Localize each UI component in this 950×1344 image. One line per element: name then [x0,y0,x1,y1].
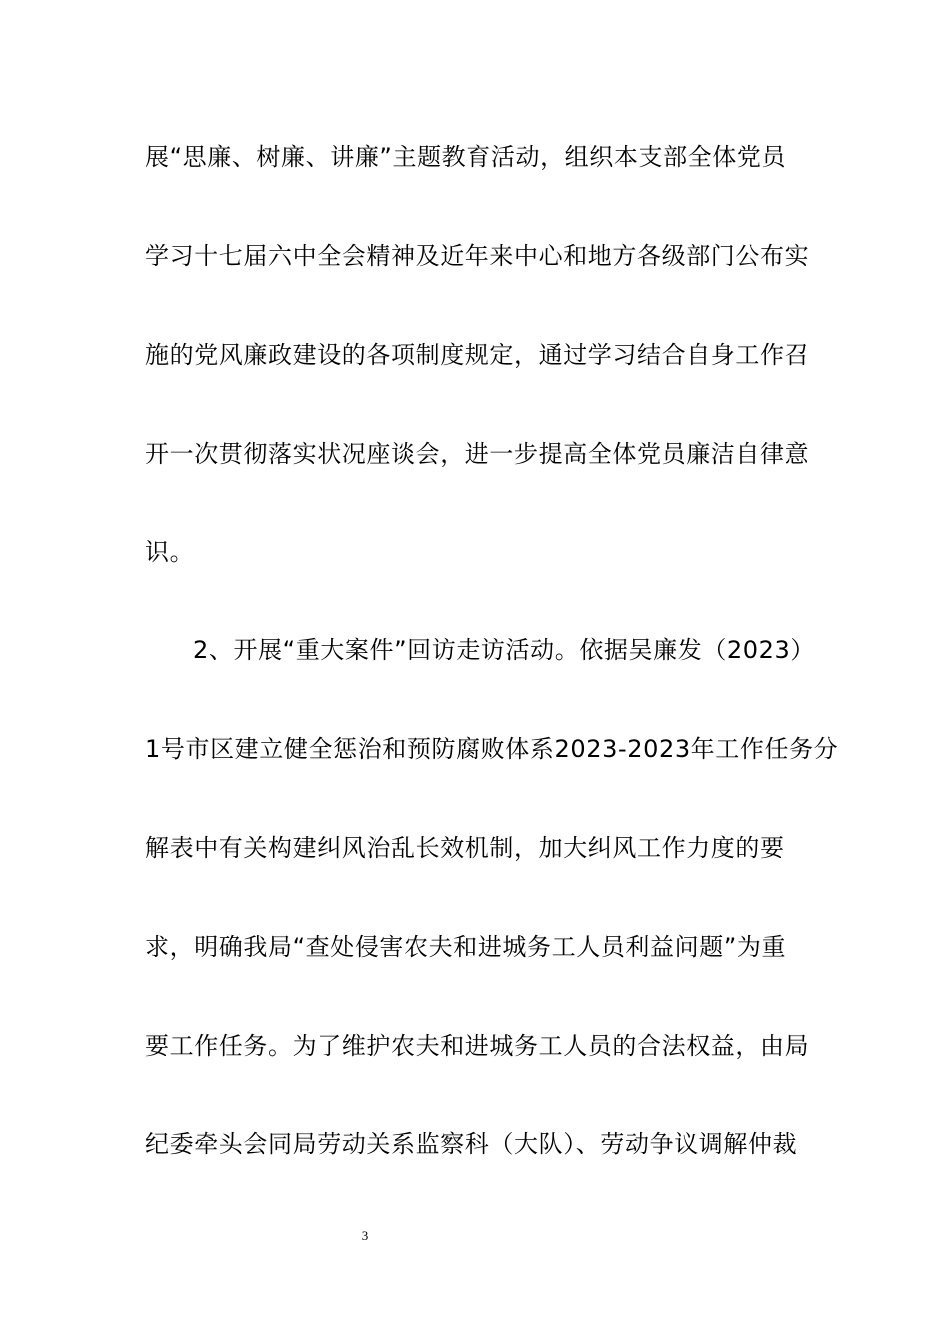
text-line-11: 纪委牵头会同局劳动关系监察科（大队）、劳动争议调解仲裁 [145,1130,798,1158]
text-line-2: 学习十七届六中全会精神及近年来中心和地方各级部门公布实 [145,242,810,270]
text-line-1: 展“思廉、树廉、讲廉”主题教育活动，组织本支部全体党员 [145,143,787,171]
text-line-10: 要工作任务。为了维护农夫和进城务工人员的合法权益，由局 [145,1032,810,1060]
text-line-9: 求，明确我局“查处侵害农夫和进城务工人员利益问题”为重 [145,933,787,961]
text-line-5: 识。 [145,538,195,566]
text-line-6: 2、开展“重大案件”回访走访活动。依据吴廉发（2023） [193,636,816,664]
page-number: 3 [361,1228,369,1243]
text-line-8: 解表中有关构建纠风治乱长效机制，加大纠风工作力度的要 [145,834,785,862]
text-line-3: 施的党风廉政建设的各项制度规定，通过学习结合自身工作召 [145,341,810,369]
text-line-7: 1号市区建立健全惩治和预防腐败体系2023-2023年工作任务分 [145,735,839,763]
text-line-4: 开一次贯彻落实状况座谈会，进一步提高全体党员廉洁自律意 [145,440,810,468]
